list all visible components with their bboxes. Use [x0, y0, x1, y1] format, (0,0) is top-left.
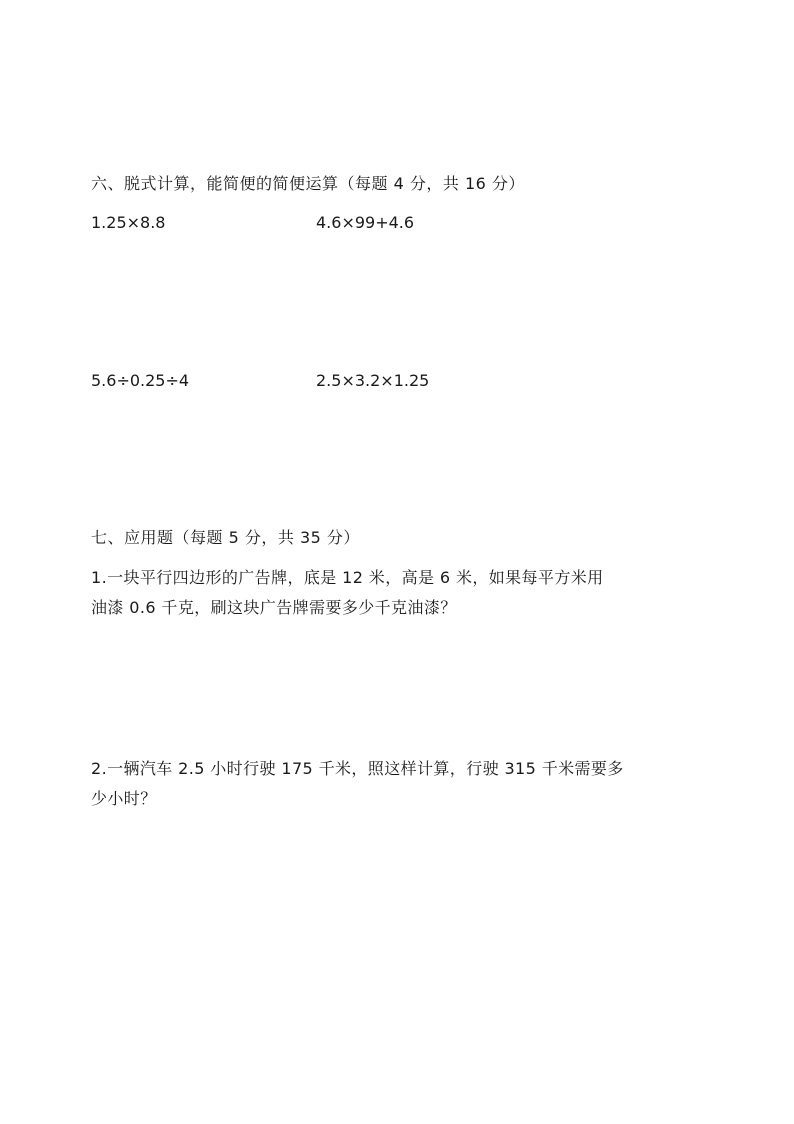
- expression-3: 5.6÷0.25÷4: [91, 371, 190, 390]
- problem-line: 1.一块平行四边形的广告牌，底是 12 米，高是 6 米，如果每平方米用: [91, 568, 604, 587]
- expression-4: 2.5×3.2×1.25: [316, 371, 430, 390]
- expression-1: 1.25×8.8: [91, 213, 166, 232]
- problem-line: 少小时？: [91, 789, 157, 808]
- word-problem-1: [91, 563, 691, 623]
- expression-2: 4.6×99+4.6: [316, 213, 415, 232]
- problem-line: 2.一辆汽车 2.5 小时行驶 175 千米，照这样计算，行驶 315 千米需要多: [91, 759, 624, 778]
- section6-heading: 六、脱式计算，能简便的简便运算（每题 4 分，共 16 分）: [91, 174, 525, 193]
- problem-line: 油漆 0.6 千克，刷这块广告牌需要多少千克油漆？: [91, 598, 457, 617]
- section7-heading: 七、应用题（每题 5 分，共 35 分）: [91, 528, 360, 547]
- word-problem-2: [91, 754, 691, 814]
